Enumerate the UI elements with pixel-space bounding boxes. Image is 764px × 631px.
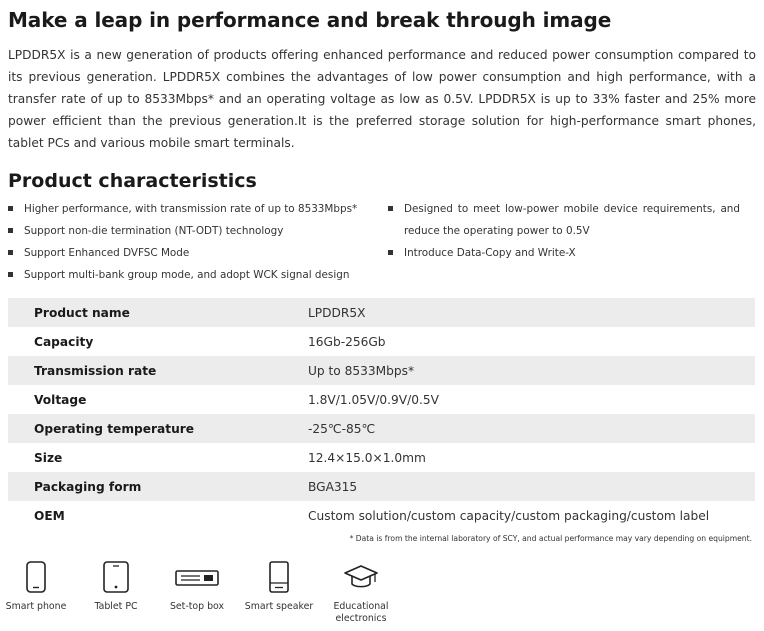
- bullet-icon: [388, 250, 393, 255]
- spec-label: Voltage: [34, 392, 87, 407]
- table-row: [8, 356, 755, 385]
- smart-speaker-icon: [265, 560, 293, 594]
- characteristic-item: [8, 264, 378, 286]
- page-heading: Make a leap in performance and break through image: [8, 8, 612, 32]
- characteristic-item: [388, 242, 740, 264]
- applications-row: [0, 560, 764, 631]
- application-label: Tablet PC: [94, 601, 138, 612]
- spec-value: Custom solution/custom capacity/custom packaging/custom label: [308, 508, 710, 523]
- table-row: [8, 327, 755, 356]
- characteristic-text: Higher performance, with transmission rate of up to 8533Mbps*: [24, 203, 358, 215]
- spec-value: -25℃-85℃: [308, 414, 755, 443]
- characteristic-item: [388, 198, 740, 242]
- spec-label: Transmission rate: [8, 356, 308, 385]
- characteristic-text: Support multi-bank group mode, and adopt WCK signal design: [24, 269, 350, 281]
- spec-value: LPDDR5X: [308, 298, 755, 327]
- characteristic-text: Support non-die termination (NT-ODT) technology: [24, 225, 284, 237]
- spec-label: Packaging form: [8, 472, 308, 501]
- set-top-box-icon: [174, 560, 220, 594]
- spec-value: Up to 8533Mbps*: [308, 356, 755, 385]
- application-label: Set-top box: [169, 601, 225, 612]
- spec-label: Operating temperature: [8, 414, 308, 443]
- spec-value: 12.4×15.0×1.0mm: [308, 450, 426, 465]
- characteristics-list-left: [8, 198, 378, 286]
- application-item: [4, 560, 68, 613]
- bullet-icon: [8, 272, 13, 277]
- graduation-cap-icon: [342, 560, 380, 594]
- table-row: [8, 414, 755, 443]
- spec-label: Product name: [8, 298, 308, 327]
- bullet-icon: [8, 228, 13, 233]
- characteristics-title: Product characteristics: [8, 170, 257, 192]
- spec-value: 16Gb-256Gb: [308, 334, 386, 349]
- characteristic-item: [8, 242, 378, 264]
- intro-paragraph: LPDDR5X is a new generation of products offering enhanced performance and reduced power consumption compared to its previous generation. LPDDR5X combines the advantages of low power consumption and high performance, with a transfer rate of up to 8533Mbps* and an operating voltage as low as 0.5V. LPDDR5X is up to 33% faster and 25% more power efficient than the previous generation.It is the preferred storage solution for high-performance smart phones, tablet PCs and various mobile smart terminals.: [8, 48, 756, 150]
- table-row: [8, 385, 755, 414]
- application-label: Smart phone: [5, 601, 67, 612]
- bullet-icon: [8, 250, 13, 255]
- characteristic-text: Support Enhanced DVFSC Mode: [24, 247, 190, 259]
- table-row: [8, 501, 755, 530]
- spec-label: Size: [34, 450, 63, 465]
- specs-table: [8, 298, 755, 530]
- spec-value: 1.8V/1.05V/0.9V/0.5V: [308, 392, 439, 407]
- application-label: Smart speaker: [244, 601, 314, 612]
- characteristic-item: [8, 220, 378, 242]
- application-label: Educational electronics: [333, 601, 389, 624]
- bullet-icon: [388, 206, 393, 211]
- application-item: [244, 560, 314, 613]
- smartphone-icon: [24, 560, 48, 594]
- characteristics-list-right: [388, 198, 740, 264]
- characteristic-text: Designed to meet low-power mobile device requirements, and reduce the operating power to 0.5V: [404, 203, 740, 237]
- spec-label: Capacity: [34, 334, 94, 349]
- table-row: [8, 472, 755, 501]
- table-row: [8, 443, 755, 472]
- spec-value: BGA315: [308, 472, 755, 501]
- table-row: [8, 298, 755, 327]
- application-item: [162, 560, 232, 613]
- characteristic-text: Introduce Data-Copy and Write-X: [404, 247, 576, 259]
- characteristic-item: [8, 198, 378, 220]
- bullet-icon: [8, 206, 13, 211]
- application-item: [326, 560, 396, 625]
- application-item: [84, 560, 148, 613]
- tablet-icon: [101, 560, 131, 594]
- spec-label: OEM: [34, 508, 65, 523]
- footnote: * Data is from the internal laboratory of SCY, and actual performance may vary depending on equipment.: [349, 534, 752, 543]
